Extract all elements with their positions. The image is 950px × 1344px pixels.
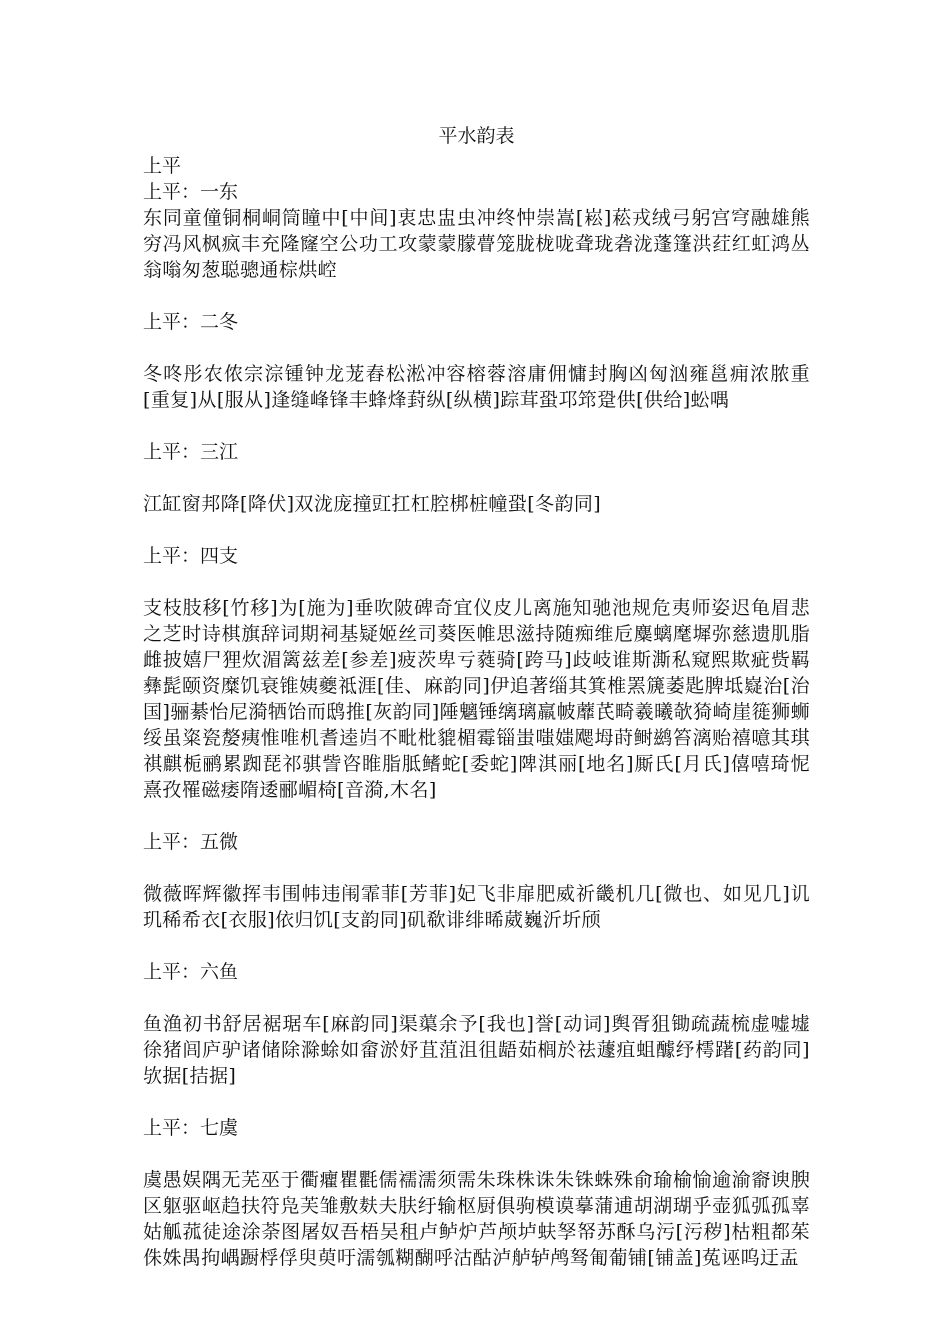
section-spacer xyxy=(143,985,810,1011)
section-heading-zhi: 上平：四支 xyxy=(143,545,239,567)
section-heading-jiang: 上平：三江 xyxy=(143,441,239,463)
section-heading-yu2: 上平：七虞 xyxy=(143,1117,239,1139)
section-text-wei: 微薇晖辉徽挥韦围帏违闱霏菲[芳菲]妃飞非扉肥威祈畿机几[微也、如见几]讥玑稀希衣[衣服]依归饥[支韵同]矶欷诽绯晞葳巍沂圻颀 xyxy=(143,883,810,931)
section-heading-dong: 上平：一东 xyxy=(143,181,239,203)
section-text-zhi: 支枝肢移[竹移]为[施为]垂吹陂碑奇宜仪皮儿离施知驰池规危夷师姿迟龟眉悲之芝时诗棋旗辞词期祠基疑姬丝司葵医帷思滋持随痴维卮麋螭麾墀弥慈遗肌脂雌披嬉尸狸炊湄篱兹差[参差]疲茨卑亏蕤骑[跨马]歧岐谁斯澌私窥熙欺疵赀羁彝髭颐资糜饥衰锥姨夔祗涯[佳、麻韵同]伊追著缁其箕椎罴篪萎匙脾坻嶷治[治国]骊綦怡尼漪牺饴而鸱推[灰韵同]陲魑锤缡璃羸帔蘼芪畸羲曦欹猗崎崖簁狮蛳绥虽粢瓷嫠痍惟唯机耆逵岿不毗枇貔楣霉锱蚩嗤媸飔坶莳鲥鹚笞漓贻禧噫其琪祺麒栀鹂累踟琵祁骐訾咨睢脂胝鳍蛇[委蛇]陴淇丽[地名]厮氏[月氏]僖嘻琦怩熹孜罹磁痿隋逶郦嵋椅[音漪,木名] xyxy=(143,597,810,801)
section-spacer xyxy=(143,1089,810,1115)
section-spacer xyxy=(143,283,810,309)
section-heading-yu: 上平：六鱼 xyxy=(143,961,239,983)
volume-heading: 上平 xyxy=(143,155,182,177)
section-spacer xyxy=(143,1141,810,1167)
section-spacer xyxy=(143,803,810,829)
section-heading-dong2: 上平：二冬 xyxy=(143,311,239,333)
section-spacer xyxy=(143,335,810,361)
section-spacer xyxy=(143,855,810,881)
document-title: 平水韵表 xyxy=(438,125,515,147)
section-text-dong2: 冬咚彤农侬宗淙锺钟龙茏舂松淞冲容榕蓉溶庸佣慵封胸凶匈汹雍邕痈浓脓重[重复]从[服从]逢缝峰锋丰蜂烽葑纵[纵横]踪茸蛩邛筇跫供[供给]蚣喁 xyxy=(143,363,810,411)
section-spacer xyxy=(143,517,810,543)
section-heading-wei: 上平：五微 xyxy=(143,831,239,853)
document-page xyxy=(143,122,810,1271)
section-spacer xyxy=(143,465,810,491)
section-text-dong: 东同童僮铜桐峒筒瞳中[中间]衷忠盅虫冲终忡崇嵩[崧]菘戎绒弓躬宫穹融雄熊穷冯风枫疯丰充隆窿空公功工攻蒙蒙朦瞢笼胧栊咙聋珑砻泷蓬篷洪荭红虹鸿丛翁嗡匆葱聪骢通棕烘崆 xyxy=(143,207,810,281)
section-text-jiang: 江缸窗邦降[降伏]双泷庞撞豇扛杠腔梆桩幢蛩[冬韵同] xyxy=(143,493,602,515)
section-text-yu2: 虞愚娱隅无芜巫于衢癯瞿氍儒襦濡须需朱珠株诛朱铢蛛殊俞瑜榆愉逾渝窬谀腴区躯驱岖趋扶符凫芙雏敷麸夫肤纡输枢厨俱驹模谟摹蒲逋胡湖瑚乎壶狐弧孤辜姑觚菰徒途涂荼图屠奴吾梧吴租卢鲈炉芦颅垆蚨孥帑苏酥乌污[污秽]枯粗都茱侏姝禺拘嵎蹰桴俘臾萸吁濡瓠糊醐呼沽酤泸舻轳鸬驽匍葡铺[铺盖]菟诬呜迂盂 xyxy=(143,1169,810,1269)
section-spacer xyxy=(143,413,810,439)
section-spacer xyxy=(143,933,810,959)
section-text-yu: 鱼渔初书舒居裾琚车[麻韵同]渠蕖余予[我也]誉[动词]舆胥狙锄疏蔬梳虚嘘墟徐猪闾庐驴诸储除滁蜍如畲淤妤苴菹沮徂龉茹榈於祛蘧疽蛆醵纾樗躇[药韵同]欤据[拮据] xyxy=(143,1013,810,1087)
section-spacer xyxy=(143,569,810,595)
